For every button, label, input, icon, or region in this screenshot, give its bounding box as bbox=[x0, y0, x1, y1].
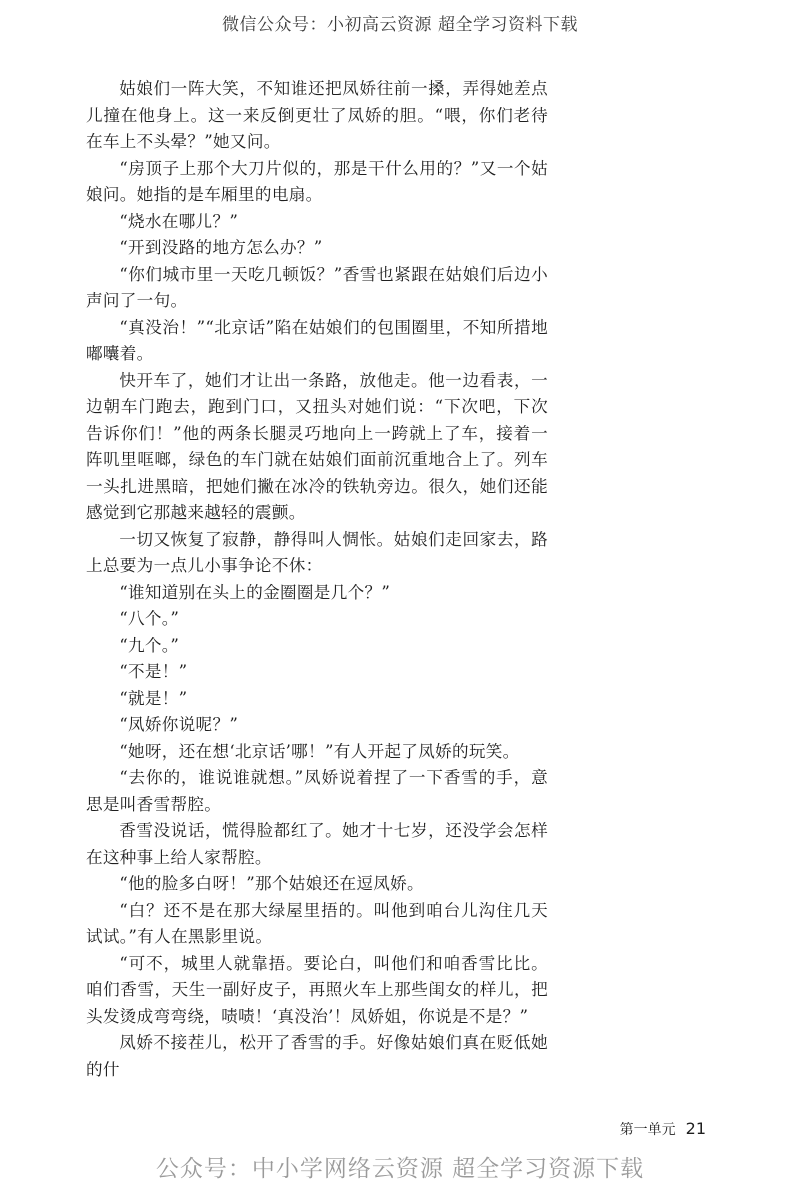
paragraph: “真没治！”“北京话”陷在姑娘们的包围圈里，不知所措地嘟囔着。 bbox=[86, 317, 548, 363]
paragraph: “她呀，还在想‘北京话’哪！”有人开起了凤娇的玩笑。 bbox=[119, 741, 520, 761]
header-watermark: 微信公众号：小初高云资源 超全学习资料下载 bbox=[222, 15, 578, 35]
unit-label: 第一单元 bbox=[619, 1122, 676, 1138]
paragraph: “不是！” bbox=[119, 662, 188, 681]
paragraph: “谁知道别在头上的金圈圈是几个？” bbox=[119, 582, 391, 602]
paragraph: “你们城市里一天吃几顿饭？”香雪也紧跟在姑娘们后边小声问了一句。 bbox=[86, 264, 548, 310]
paragraph: 香雪没说话，慌得脸都红了。她才十七岁，还没学会怎样在这种事上给人家帮腔。 bbox=[86, 821, 548, 867]
text-body bbox=[86, 76, 548, 1083]
paragraph: 快开车了，她们才让出一条路，放他走。他一边看表，一边朝车门跑去，跑到门口，又扭头对她们说：“下次吧，下次告诉你们！”他的两条长腿灵巧地向上一跨就上了车，接着一阵叽里哐啷，绿色的车门就在姑娘们面前沉重地合上了。列车一头扎进黑暗，把她们撇在冰冷的铁轨旁边。很久，她们还能感觉到它那越来越轻的震颤。 bbox=[86, 370, 548, 522]
bottom-watermark: 公众号：中小学网络云资源 超全学习资源下载 bbox=[155, 1156, 645, 1182]
paragraph: 一切又恢复了寂静，静得叫人惆怅。姑娘们走回家去，路上总要为一点儿小事争论不休： bbox=[86, 529, 548, 575]
paragraph: “烧水在哪儿？” bbox=[119, 211, 239, 231]
page-footer bbox=[620, 1119, 706, 1139]
paragraph: 姑娘们一阵大笑，不知谁还把凤娇往前一搡，弄得她差点儿撞在他身上。这一来反倒更壮了凤娇的胆。“喂，你们老待在车上不头晕？”她又问。 bbox=[86, 79, 548, 151]
paragraph: “去你的，谁说谁就想。”凤娇说着捏了一下香雪的手，意思是叫香雪帮腔。 bbox=[86, 768, 548, 814]
paragraph: “房顶子上那个大刀片似的，那是干什么用的？”又一个姑娘问。她指的是车厢里的电扇。 bbox=[86, 158, 548, 204]
paragraph: “开到没路的地方怎么办？” bbox=[119, 238, 323, 257]
paragraph: “凤娇你说呢？” bbox=[119, 715, 239, 734]
paragraph: 凤娇不接茬儿，松开了香雪的手。好像姑娘们真在贬低她的什 bbox=[86, 1033, 548, 1079]
paragraph: “就是！” bbox=[119, 688, 188, 708]
paragraph: “白？还不是在那大绿屋里捂的。叫他到咱台儿沟住几天试试。”有人在黑影里说。 bbox=[86, 900, 548, 946]
paragraph: “八个。” bbox=[119, 609, 180, 628]
page-number: 21 bbox=[685, 1119, 706, 1138]
paragraph: “九个。” bbox=[119, 635, 180, 655]
paragraph: “可不，城里人就靠捂。要论白，叫他们和咱香雪比比。咱们香雪，天生一副好皮子，再照火车上那些闺女的样儿，把头发烫成弯弯绕，啧啧！‘真没治’！凤娇姐，你说是不是？” bbox=[86, 953, 548, 1026]
paragraph: “他的脸多白呀！”那个姑娘还在逗凤娇。 bbox=[119, 874, 424, 893]
